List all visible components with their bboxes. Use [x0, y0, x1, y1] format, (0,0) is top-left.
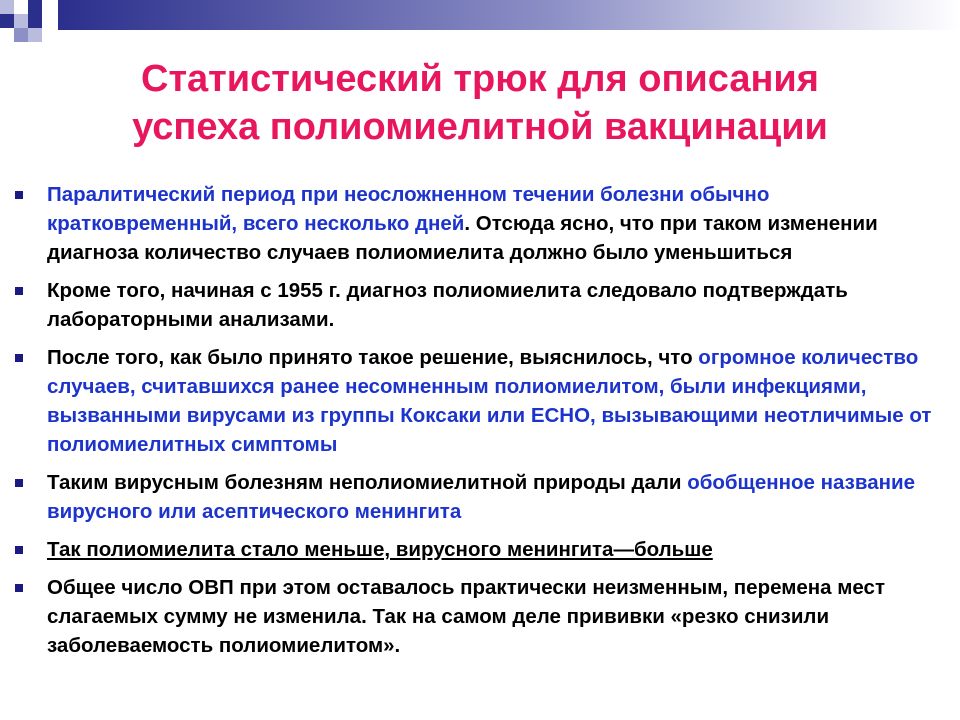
square-bullet-icon [15, 354, 23, 362]
bullet-item [15, 573, 935, 660]
bullet-highlight: обобщенное название вирусного или асептического менингита [47, 471, 915, 523]
square-bullet-icon [15, 546, 23, 554]
bullet-highlight: огромное количество случаев, считавшихся ранее несомненным полиомиелитом, были инфекциями, вызванными вирусами из группы Коксаки или ECHO, вызывающими неотличимые от полиомиелитных симптомы [47, 346, 932, 456]
header-square [14, 14, 28, 28]
bullet-text: Таким вирусным болезням неполиомиелитной природы дали [47, 471, 688, 494]
header-decoration [0, 0, 960, 60]
bullet-item [15, 535, 935, 564]
square-bullet-icon [15, 584, 23, 592]
bullet-text: . Отсюда ясно, что при таком изменении диагноза количество случаев полиомиелита должно было уменьшиться [47, 212, 878, 264]
bullet-list [15, 180, 935, 669]
header-square [14, 28, 28, 42]
square-bullet-icon [15, 191, 23, 199]
bullet-text-underlined: Так полиомиелита стало меньше, вирусного менингита—больше [47, 538, 713, 561]
bullet-item [15, 180, 935, 267]
bullet-highlight: Паралитический период при неосложненном течении болезни обычно кратковременный, всего несколько дней [47, 183, 770, 235]
bullet-text: Общее число ОВП при этом оставалось практически неизменным, перемена мест слагаемых сумму не изменила. Так на самом деле прививки «резко снизили заболеваемость полиомиелитом». [47, 576, 885, 657]
header-square [28, 28, 42, 42]
header-square [0, 0, 14, 14]
header-square [28, 0, 42, 14]
bullet-item [15, 343, 935, 459]
header-gradient-bar [58, 0, 960, 30]
header-square [14, 0, 28, 14]
header-square [28, 14, 42, 28]
title-line-1: Статистический трюк для описания [141, 58, 819, 100]
bullet-item [15, 276, 935, 334]
header-square [42, 0, 56, 14]
bullet-text: После того, как было принято такое решение, выяснилось, что [47, 346, 699, 369]
slide-title [60, 55, 900, 151]
square-bullet-icon [15, 287, 23, 295]
header-square [0, 14, 14, 28]
title-line-2: успеха полиомиелитной вакцинации [132, 106, 828, 148]
bullet-item [15, 468, 935, 526]
bullet-text: Кроме того, начиная с 1955 г. диагноз полиомиелита следовало подтверждать лабораторными анализами. [47, 279, 848, 331]
square-bullet-icon [15, 479, 23, 487]
